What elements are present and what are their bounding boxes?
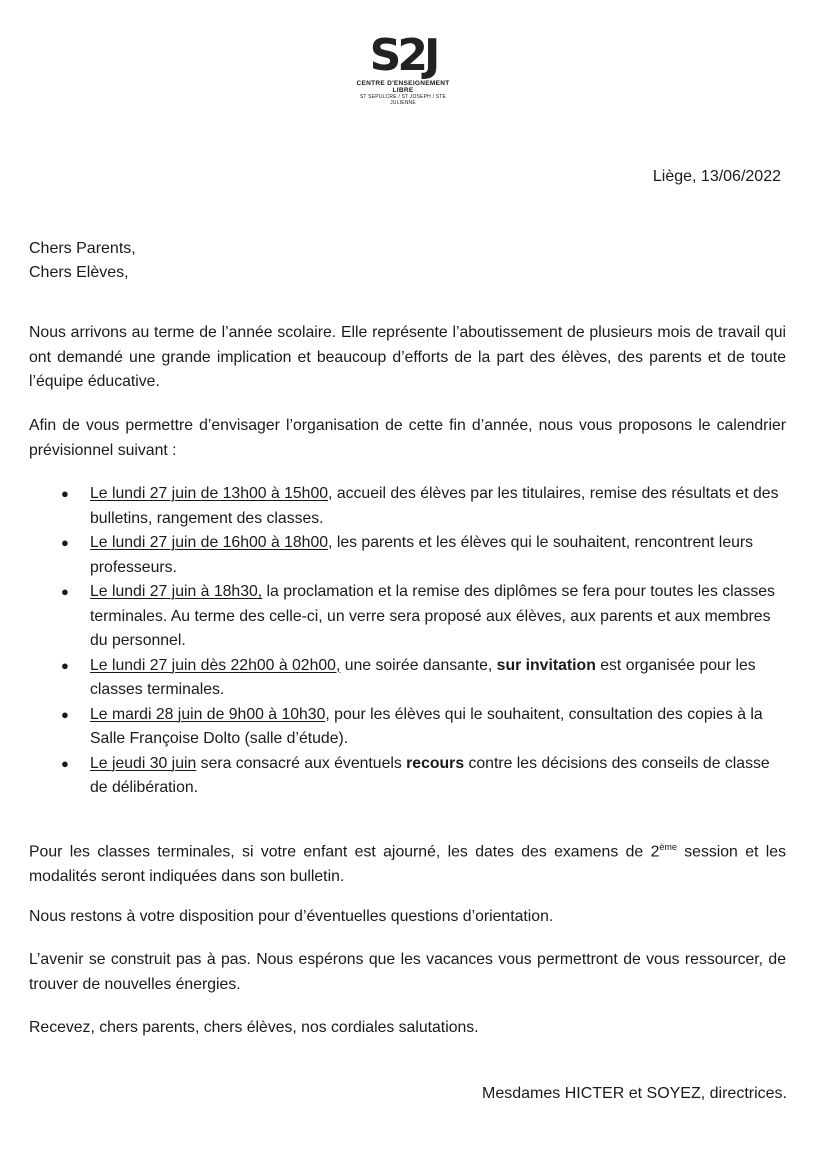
greeting-line-2: Chers Elèves,: [29, 264, 129, 281]
avenir-paragraph: L’avenir se construit pas à pas. Nous espérons que les vacances vous permettront de vous ressourcer, de trouver de nouvelles énergies.: [29, 951, 786, 993]
calendar-item-text: , accueil des élèves par les titulaires, remise des résultats et des bulletins, rangement des classes.: [90, 485, 779, 527]
bullet-icon: ●: [61, 584, 69, 599]
calendar-item-text-after: est organisée pour les classes terminales.: [90, 656, 756, 698]
calendar-item-text: , les parents et les élèves qui le souhaitent, rencontrent leurs professeurs.: [90, 534, 754, 576]
calendar-item-text: , pour les élèves qui le souhaitent, consultation des copies à la Salle Françoise Dolto (salle d’étude).: [90, 705, 763, 747]
orientation-paragraph: Nous restons à votre disposition pour d’éventuelles questions d’orientation.: [29, 908, 554, 925]
logo-line2: ST SEPULCRE / ST JOSEPH / STE JULIENNE: [359, 94, 447, 106]
calendar-list: [61, 482, 786, 801]
terminales-text-before: Pour les classes terminales, si votre enfant est ajourné, les dates des examens de 2: [29, 843, 660, 861]
intro-paragraph: Nous arrivons au terme de l’année scolaire. Elle représente l’aboutissement de plusieurs mois de travail qui ont demandé une grande implication et beaucoup d’efforts de la part des élèves, des parents et de toute l’équipe éducative.: [29, 324, 786, 390]
calendar-item-date: Le lundi 27 juin de 16h00 à 18h00: [90, 534, 329, 551]
school-logo: [351, 30, 455, 114]
calendar-item-bold: recours: [406, 754, 465, 772]
signature: Mesdames HICTER et SOYEZ, directrices.: [482, 1085, 787, 1102]
calendar-item-date: Le lundi 27 juin dès 22h00 à 02h00,: [90, 656, 341, 674]
terminales-paragraph: [29, 835, 786, 889]
terminales-superscript: ème: [659, 842, 677, 852]
calendar-item-date: Le jeudi 30 juin: [90, 754, 197, 772]
calendar-item: [61, 703, 786, 752]
calendar-item: [61, 752, 786, 801]
calendar-item-text: sera consacré aux éventuels: [196, 754, 407, 772]
terminales-text-after: session et les modalités seront indiquées dans son bulletin.: [29, 843, 786, 885]
bullet-icon: ●: [61, 486, 69, 501]
calendar-item-date: Le lundi 27 juin à 18h30,: [90, 583, 263, 600]
bullet-icon: ●: [61, 657, 69, 673]
calendar-item-bold: sur invitation: [496, 656, 596, 674]
logo-mark: S2J: [369, 30, 437, 81]
calendar-item-text-after: contre les décisions des conseils de classe de délibération.: [90, 754, 770, 796]
logo-line1: CENTRE D'ENSEIGNEMENT LIBRE: [356, 80, 450, 94]
calendar-item-text: une soirée dansante,: [340, 656, 497, 674]
calendar-intro-paragraph: Afin de vous permettre d’envisager l’organisation de cette fin d’année, nous vous proposons le calendrier prévisionnel suivant :: [29, 417, 786, 459]
calendar-item: [61, 580, 786, 654]
calendar-item-text: la proclamation et la remise des diplômes se fera pour toutes les classes terminales. Au terme des celle-ci, un verre sera proposé aux élèves, aux parents et aux membres du personnel.: [90, 583, 775, 649]
bullet-icon: ●: [61, 706, 69, 722]
bullet-icon: ●: [61, 755, 69, 771]
calendar-item-date: Le lundi 27 juin de 13h00 à 15h00: [90, 485, 329, 502]
closing-paragraph: Recevez, chers parents, chers élèves, nos cordiales salutations.: [29, 1019, 479, 1036]
letter-date: Liège, 13/06/2022: [652, 168, 781, 185]
calendar-item: [61, 654, 786, 703]
greeting-line-1: Chers Parents,: [29, 240, 136, 257]
calendar-item: [61, 531, 786, 580]
bullet-icon: ●: [61, 535, 69, 550]
calendar-item: [61, 482, 786, 531]
calendar-item-date: Le mardi 28 juin de 9h00 à 10h30: [90, 705, 326, 723]
greeting: [29, 237, 136, 285]
